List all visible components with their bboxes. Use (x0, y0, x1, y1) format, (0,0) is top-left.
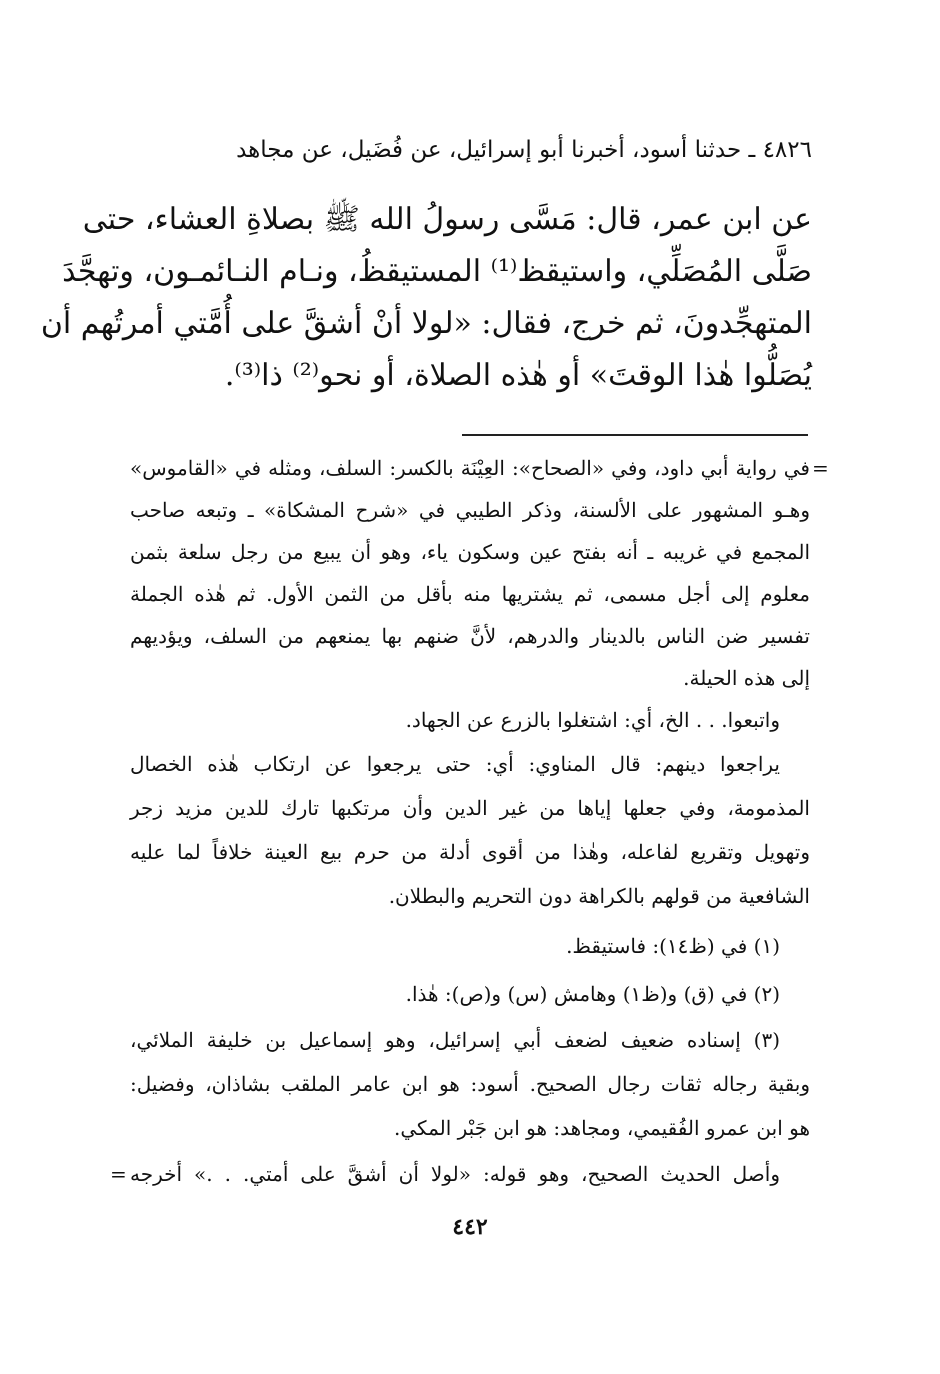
hadith-text-line-3: المتهجِّدونَ، ثم خرج، فقال: «لولا أنْ أشقَّ على أُمَّتي أمرتُهم أن (40, 306, 812, 341)
hadith-text-line-4: يُصَلُّوا هٰذا الوقتَ» أو هٰذه الصلاة، أو نحو⁽²⁾ ذا⁽³⁾. (224, 358, 812, 393)
footnote-continuation-line-2: وهـو المشهور على الألسنة، وذكر الطيبي في «شرح المشكاة» ـ وتبعه صاحب (130, 498, 810, 522)
footnote-divider (462, 434, 808, 436)
page-number: ٤٤٢ (452, 1214, 488, 1240)
footnote-3-line-3: هو ابن عمرو الفُقيمي، ومجاهد: هو ابن جَبْر المكي. (394, 1116, 810, 1140)
footnote-yurajiu-line-2: المذمومة، وفي جعلها إياها من غير الدين وأن مرتكبها تارك للدين مزيد زجر (130, 796, 810, 820)
hadith-text-line-1: عن ابن عمر، قال: مَسَّى رسولُ الله ﷺ بصلاةِ العشاء، حتى (82, 202, 812, 237)
footnote-continuation-line-4: معلوم إلى أجل مسمى، ثم يشتريها منه بأقل من الثمن الأول. ثم هٰذه الجملة (130, 582, 810, 606)
footnote-continuation-line-1: في رواية أبي داود، وفي «الصحاح»: العِيْنَة بالكسر: السلف، ومثله في «القاموس» (130, 456, 810, 480)
hadith-text-line-2: صَلَّى المُصَلِّي، واستيقظ⁽¹⁾ المستيقظُ، ونـام النـائمـون، وتهجَّدَ (62, 254, 812, 289)
hadith-isnad-line: ٤٨٢٦ ـ حدثنا أسود، أخبرنا أبو إسرائيل، عن فُضَيل، عن مجاهد (236, 137, 812, 163)
footnote-continuation-line-3: المجمع في غريبه ـ أنه بفتح عين وسكون ياء، وهو أن يبيع من رجل سلعة بثمن (130, 540, 810, 564)
footnote-yurajiu-line-1: يراجعوا دينهم: قال المناوي: أي: حتى يرجعوا عن ارتكاب هٰذه الخصال (130, 752, 780, 776)
continuation-mark-end: = (110, 1162, 127, 1186)
continuation-mark-start: = (812, 456, 829, 480)
footnote-3-line-2: وبقية رجاله ثقات رجال الصحيح. أسود: هو ابن عامر الملقب بشاذان، وفضيل: (130, 1072, 810, 1096)
footnote-wattabaa-line: واتبعوا. . . الخ، أي: اشتغلوا بالزرع عن الجهاد. (405, 708, 780, 732)
footnote-1: (١) في (ظ١٤): فاستيقظ. (566, 934, 780, 958)
footnote-3-line-1: (٣) إسناده ضعيف لضعف أبي إسرائيل، وهو إسماعيل بن خليفة الملائي، (130, 1028, 780, 1052)
footnote-yurajiu-line-3: وتهويل وتقريع لفاعله، وهٰذا من أقوى أدلة من حرم بيع العينة خلافاً لما عليه (130, 840, 810, 864)
footnote-yurajiu-line-4: الشافعية من قولهم بالكراهة دون التحريم والبطلان. (388, 884, 810, 908)
footnote-continuation-line-5: تفسير ضن الناس بالدينار والدرهم، لأنَّ ضنهم بها يمنعهم من السلف، ويؤديهم (130, 624, 810, 648)
footnote-2: (٢) في (ق) و(ظ١) وهامش (س) و(ص): هٰذا. (405, 982, 780, 1006)
footnote-3-line-4: وأصل الحديث الصحيح، وهو قوله: «لولا أن أشقَّ على أمتي. . .» أخرجه (130, 1162, 780, 1186)
footnote-continuation-line-6: إلى هذه الحيلة. (683, 666, 810, 690)
